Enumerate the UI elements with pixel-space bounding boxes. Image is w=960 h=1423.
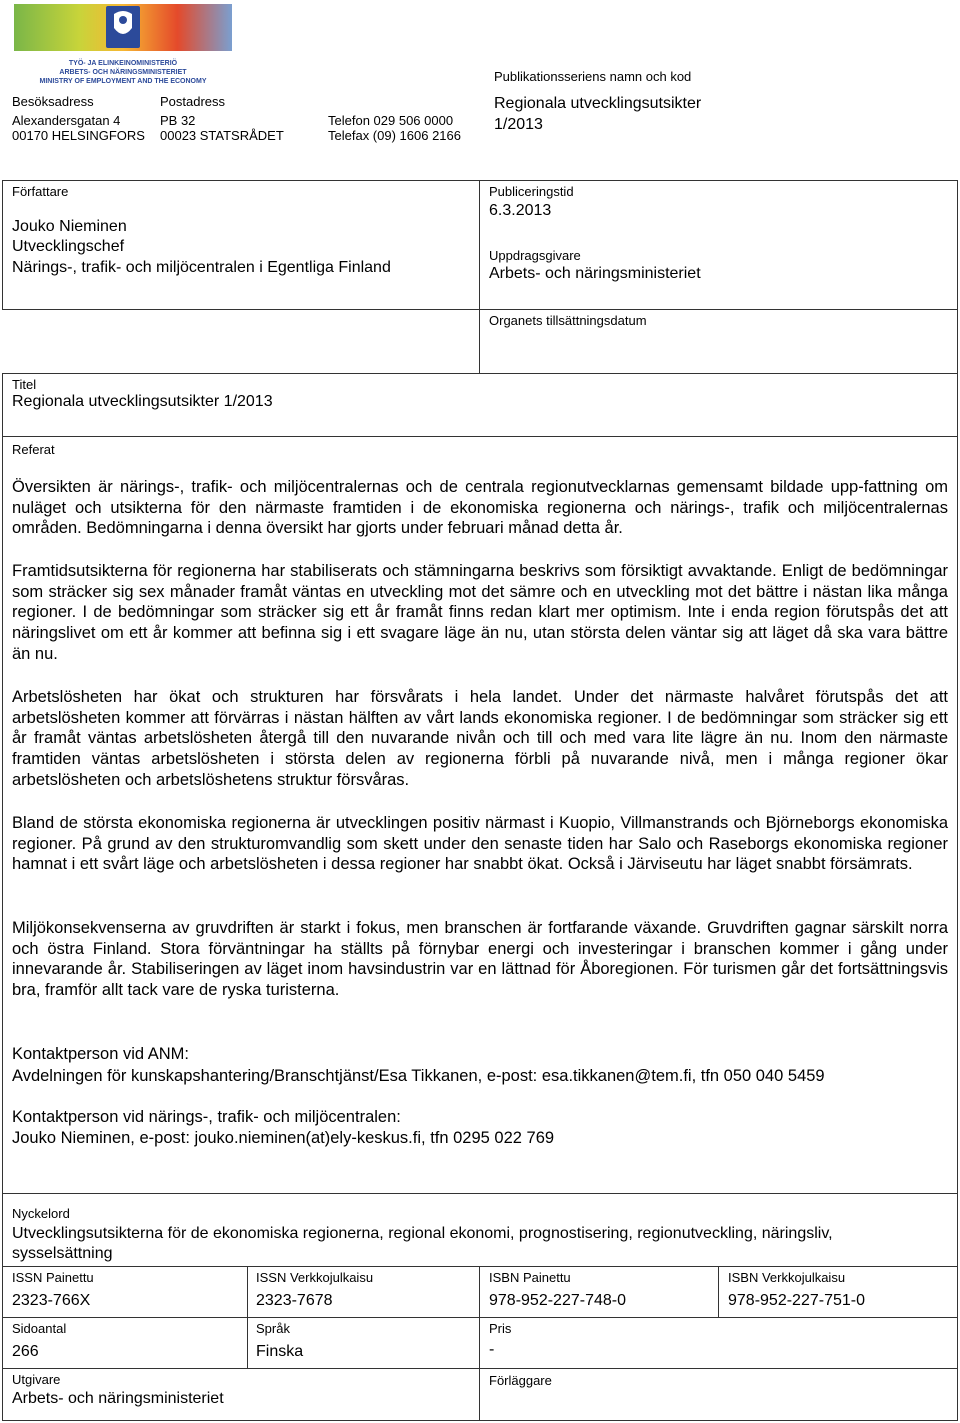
isbn-print-value: 978-952-227-748-0 (489, 1292, 626, 1309)
visit-line-2: 00170 HELSINGFORS (12, 128, 145, 143)
visit-line-1: Alexandersgatan 4 (12, 113, 121, 128)
publication-box (479, 180, 958, 310)
abstract-paragraph-2: Framtidsutsikterna för regionerna har stabiliserats och stämningarna beskrivs som försiktigt avvaktande. Enligt de bedömningar som sträcker sig sex månader framåt väntas en utveckling mot det sämre och en utveckling mot det bättre i nästan lika många regioner. I de bedömningar som sträcker sig ett år framåt finns redan klart mer optimism. Inte i enda region förutspås det att näringslivet om ett år kommer att befinna sig i ett svagare läge än nu, utan största delen väntar sig att läget då ska vara bättre än nu. (12, 562, 948, 663)
ministry-logo (14, 4, 232, 85)
issn-web-label: ISSN Verkkojulkaisu (256, 1270, 374, 1285)
printer-label: Förläggare (489, 1373, 552, 1388)
title-label: Titel (12, 377, 37, 392)
language-value: Finska (256, 1343, 304, 1360)
isbn-print-cell (479, 1266, 719, 1318)
keywords-box (2, 1193, 958, 1267)
isbn-print-label: ISBN Painettu (489, 1270, 571, 1285)
pages-value: 266 (12, 1343, 39, 1360)
fax: Telefax (09) 1606 2166 (328, 128, 461, 143)
phone: Telefon 029 506 0000 (328, 113, 454, 128)
issn-print-cell (2, 1266, 248, 1318)
logo-emblem-icon (14, 4, 232, 54)
abstract-paragraph-5: Miljökonsekvenserna av gruvdriften är starkt i fokus, men branschen är fortfarande växande. Gruvdriften gagnar särskilt norra och östra Finland. Stora förväntningar ha ställts på förnybar energi och investeringar i branschen kommer i gång under innevarande år. Stabiliseringen av läget inom havsindustrin var en lättnad för Åboregionen. För turismen går det fortsättningsvis bra, framför allt tack vare de ryska turisterna. (12, 919, 948, 1000)
post-line-2: 00023 STATSRÅDET (160, 128, 284, 143)
contact-2-value: Jouko Nieminen, e-post: jouko.nieminen(at)ely-keskus.fi, tfn 0295 022 769 (12, 1129, 555, 1147)
contact-1-value: Avdelningen för kunskapshantering/Branschtjänst/Esa Tikkanen, e-post: esa.tikkanen@tem.fi, tfn 050 040 5459 (12, 1067, 825, 1085)
abstract-paragraph-1: Översikten är närings-, trafik- och miljöcentralernas och de centrala regionutvecklarnas gemensamt bildade upp-fattning om nuläget och utsikterna för den närmaste framtiden i de ekonomiska regionerna och närings-, trafik och miljöcentralernas områden. Bedömningarna i denna översikt har gjorts under februari månad detta år. (12, 478, 948, 538)
issn-print-value: 2323-766X (12, 1292, 91, 1309)
logo-line-2: ARBETS- OCH NÄRINGSMINISTERIET (59, 69, 187, 76)
isbn-web-cell (718, 1266, 958, 1318)
abstract-paragraph-4: Bland de största ekonomiska regionerna är utvecklingen positiv närmast i Kuopio, Villmanstrands och Björneborgs ekonomiska regioner. På grund av den strukturomvandlig som skett under den senaste tiden har Salo och Raseborgs ekonomiska regioner hamnat i ett svårt läge och arbetslösheten i dessa regioner har snabbt ökat. Också i Järviseutu har läget snabbt försämrats. (12, 814, 948, 874)
price-cell (479, 1317, 958, 1369)
publication-date: 6.3.2013 (489, 202, 552, 219)
price-label: Pris (489, 1321, 512, 1336)
author-label: Författare (12, 184, 69, 199)
publisher-value: Arbets- och näringsministeriet (12, 1390, 224, 1407)
logo-line-1: TYÖ- JA ELINKEINOMINISTERIÖ (68, 60, 178, 67)
issn-web-value: 2323-7678 (256, 1292, 333, 1309)
title-box (2, 373, 958, 437)
isbn-web-label: ISBN Verkkojulkaisu (728, 1270, 846, 1285)
logo-line-3: MINISTRY OF EMPLOYMENT AND THE ECONOMY (39, 78, 207, 85)
printer-cell (479, 1368, 958, 1421)
date-label: Publiceringstid (489, 184, 574, 199)
language-cell (247, 1317, 480, 1369)
post-label: Postadress (160, 94, 226, 109)
keywords-label: Nyckelord (12, 1206, 70, 1221)
post-line-1: PB 32 (160, 113, 196, 128)
publisher-cell (2, 1368, 480, 1421)
commissioner-label: Uppdragsgivare (489, 248, 581, 263)
contact-1-label: Kontaktperson vid ANM: (12, 1045, 190, 1063)
pages-label: Sidoantal (12, 1321, 67, 1336)
contact-2-label: Kontaktperson vid närings-, trafik- och miljöcentralen: (12, 1108, 401, 1126)
abstract-paragraph-3: Arbetslösheten har ökat och strukturen har försvårats i hela landet. Under det närmaste halvåret förutspås det att arbetslösheten kommer att förvärras i nästan hälften av vårt lands ekonomiska regioner. I de bedömningar som sträcker sig ett år framåt väntas arbetslösheten återgå till den nuvarande nivån och till och med vara lite lägre än nu. Inom den närmaste framtiden väntas arbetslösheten i största delen av regionerna förbli på nuvarande nivå, men i många regioner ökar arbetslösheten och arbetslöshetens struktur försvåras. (12, 688, 948, 789)
price-value: - (489, 1341, 495, 1358)
series-name: Regionala utvecklingsutsikter (494, 95, 702, 112)
appointment-box (479, 309, 958, 374)
keywords-value: Utvecklingsutsikterna för de ekonomiska regionerna, regional ekonomi, prognostisering, regionutveckling, näringsliv, sysselsättning (12, 1225, 833, 1262)
series-label: Publikationsseriens namn och kod (494, 69, 692, 84)
series-code: 1/2013 (494, 116, 543, 133)
title-value: Regionala utvecklingsutsikter 1/2013 (12, 393, 273, 410)
issn-print-label: ISSN Painettu (12, 1270, 94, 1285)
author-org: Närings-, trafik- och miljöcentralen i Egentliga Finland (12, 259, 391, 276)
pages-cell (2, 1317, 248, 1369)
commissioner: Arbets- och näringsministeriet (489, 265, 701, 282)
author-box (2, 180, 480, 310)
publisher-label: Utgivare (12, 1372, 61, 1387)
abstract-label: Referat (12, 442, 55, 457)
author-name: Jouko Nieminen (12, 218, 127, 235)
appointment-label: Organets tillsättningsdatum (489, 313, 647, 328)
issn-web-cell (247, 1266, 480, 1318)
visit-label: Besöksadress (12, 94, 94, 109)
isbn-web-value: 978-952-227-751-0 (728, 1292, 865, 1309)
author-role: Utvecklingschef (12, 238, 125, 255)
language-label: Språk (256, 1321, 290, 1336)
abstract-box (2, 436, 958, 1194)
